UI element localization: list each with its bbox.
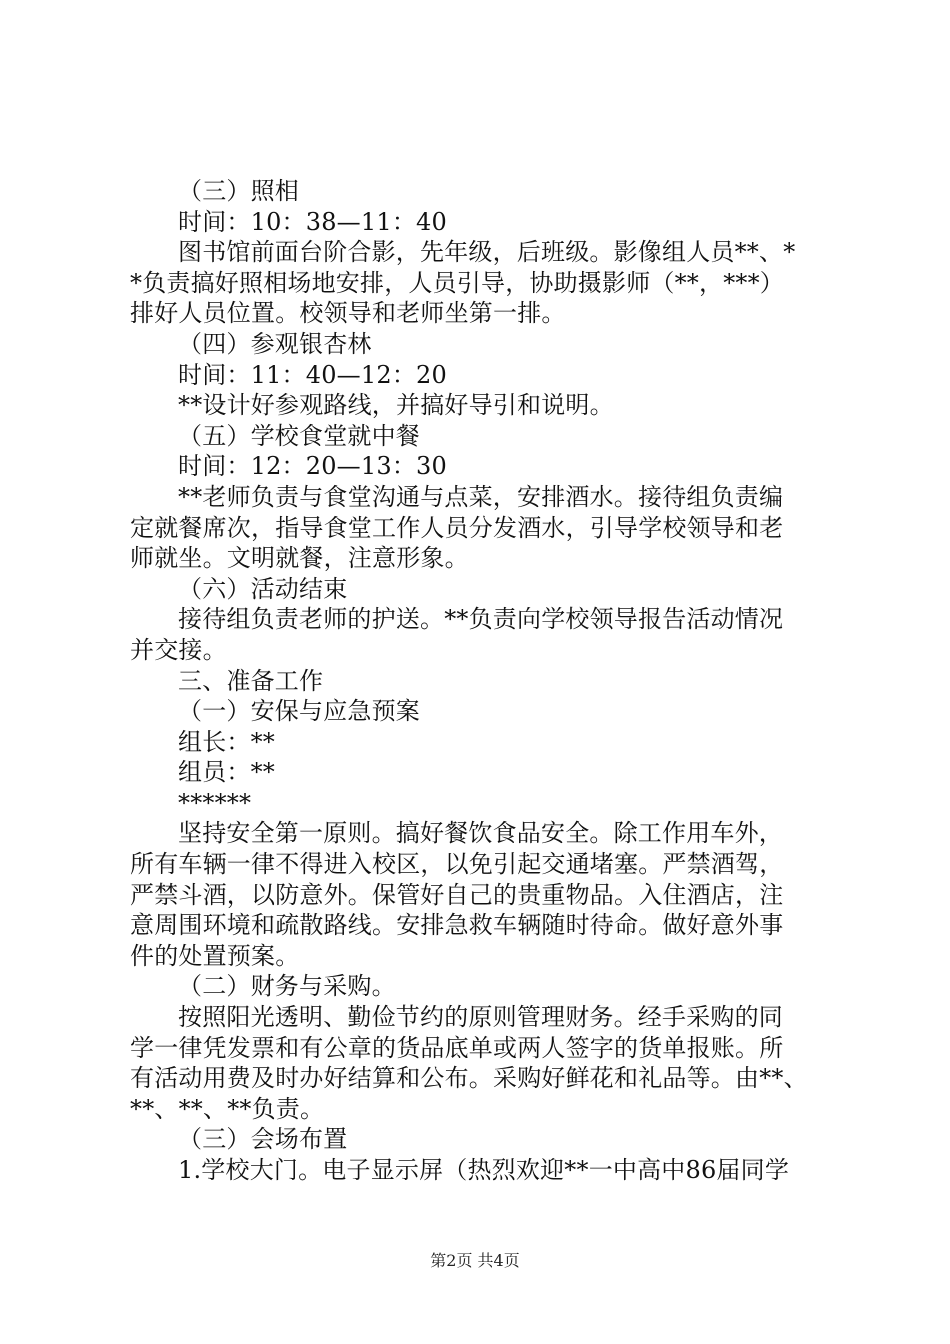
text-line: *负责搞好照相场地安排，人员引导，协助摄影师（**，***）: [130, 268, 784, 297]
document-body: [130, 176, 840, 1186]
text-line: 排好人员位置。校领导和老师坐第一排。: [130, 299, 566, 328]
text-line: 所有车辆一律不得进入校区，以免引起交通堵塞。严禁酒驾，: [130, 850, 784, 879]
text-line: ******: [178, 788, 252, 817]
text-line: 时间：11：40—12：20: [178, 360, 447, 389]
text-line: 师就坐。文明就餐，注意形象。: [130, 544, 469, 573]
text-line: （二）财务与采购。: [178, 972, 396, 1001]
text-line: 坚持安全第一原则。搞好餐饮食品安全。除工作用车外，: [178, 819, 783, 848]
text-line: 定就餐席次，指导食堂工作人员分发酒水，引导学校领导和老: [130, 513, 784, 542]
page-footer: 第2页 共4页: [430, 1251, 520, 1270]
text-line: **、**、**负责。: [130, 1094, 325, 1123]
text-line: （五）学校食堂就中餐: [178, 421, 420, 450]
text-line: （四）参观银杏林: [178, 329, 372, 358]
text-line: （三）会场布置: [178, 1125, 348, 1154]
text-line: 三、准备工作: [178, 666, 324, 695]
text-line: 时间：12：20—13：30: [178, 452, 447, 481]
text-line: **设计好参观路线，并搞好导引和说明。: [178, 391, 614, 420]
text-line: 严禁斗酒，以防意外。保管好自己的贵重物品。入住酒店，注: [130, 880, 784, 909]
text-line: 接待组负责老师的护送。**负责向学校领导报告活动情况: [178, 605, 784, 634]
text-line: 图书馆前面台阶合影，先年级，后班级。影像组人员**、*: [178, 238, 796, 267]
text-line: **老师负责与食堂沟通与点菜，安排酒水。接待组负责编: [178, 482, 784, 511]
text-line: （三）照相: [178, 177, 299, 205]
text-line: 时间：10：38—11：40: [178, 207, 447, 236]
text-line: （六）活动结束: [178, 574, 348, 603]
text-line: （一）安保与应急预案: [178, 697, 420, 726]
text-line: 组员：**: [178, 758, 275, 787]
text-line: 按照阳光透明、勤俭节约的原则管理财务。经手采购的同: [178, 1003, 783, 1032]
text-line: 1.学校大门。电子显示屏（热烈欢迎**一中高中86届同学: [178, 1156, 790, 1184]
text-line: 有活动用费及时办好结算和公布。采购好鲜花和礼品等。由**、: [130, 1064, 808, 1093]
text-line: 意周围环境和疏散路线。安排急救车辆随时待命。做好意外事: [130, 911, 784, 940]
text-line: 学一律凭发票和有公章的货品底单或两人签字的货单报账。所: [130, 1033, 784, 1062]
text-line: 并交接。: [130, 635, 227, 664]
text-line: 件的处置预案。: [130, 941, 300, 970]
text-line: 组长：**: [178, 727, 275, 756]
